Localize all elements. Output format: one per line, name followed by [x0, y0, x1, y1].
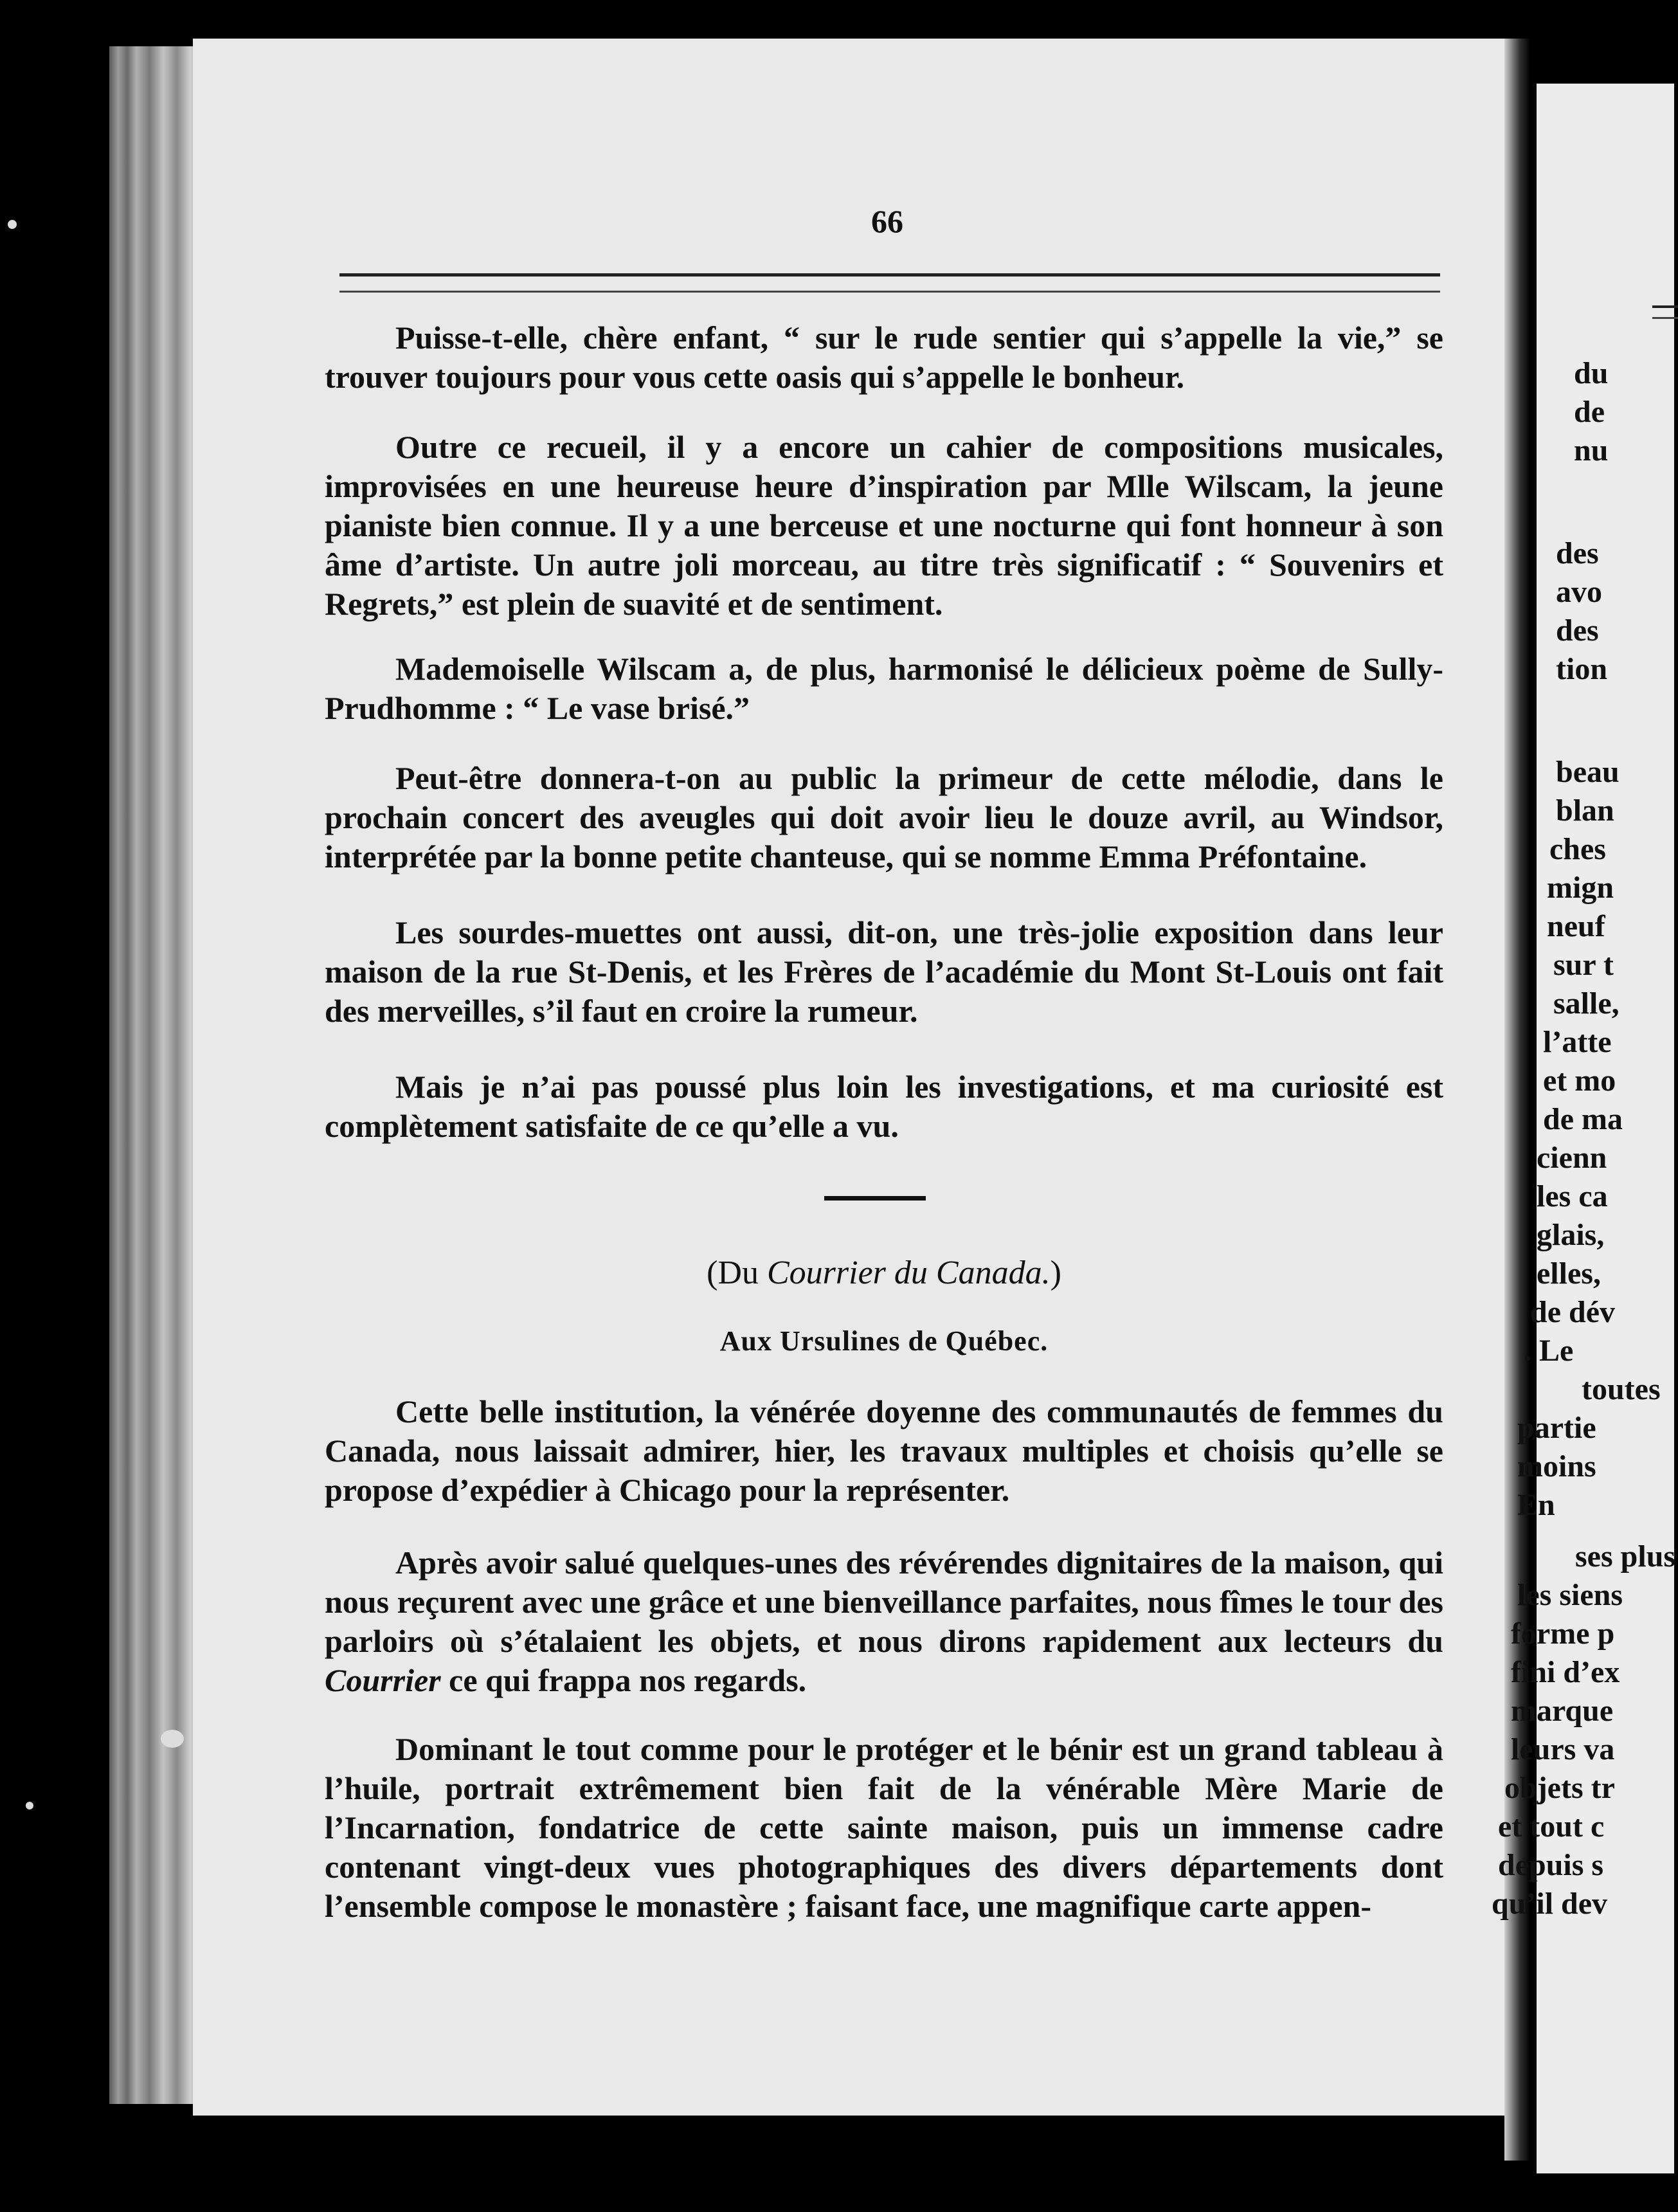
facing-page-line: forme p	[1511, 1617, 1615, 1651]
source-suffix: )	[1050, 1255, 1061, 1291]
facing-page-line: ches	[1549, 832, 1606, 866]
facing-page-line: nu	[1574, 433, 1609, 467]
paragraph-8-text-a: Après avoir salué quelques-unes des révérendes dignitaires de la maison, qui nous reçurent avec une grâce et une bienveillance parfaites, nous fîmes le tour des parloirs où s’étalaient les objets, et nous dirons rapidement aux lecteurs du	[325, 1545, 1443, 1659]
newspaper-name: Courrier du Canada.	[766, 1255, 1051, 1291]
facing-page-rule	[1652, 305, 1678, 319]
facing-page-line: les ca	[1537, 1179, 1608, 1213]
facing-page-line: partie	[1517, 1411, 1596, 1445]
header-double-rule	[339, 273, 1440, 293]
facing-page-line: de ma	[1543, 1102, 1623, 1136]
facing-page-line: sur t	[1553, 948, 1614, 982]
facing-page-line: de dév	[1530, 1295, 1615, 1329]
facing-page-line: du	[1574, 356, 1609, 390]
facing-page-line: En	[1517, 1488, 1555, 1522]
paragraph-8	[325, 1543, 1443, 1700]
facing-page-line: depuis s	[1498, 1848, 1604, 1882]
facing-page-line: et mo	[1543, 1064, 1616, 1098]
facing-page-line: blan	[1556, 793, 1614, 828]
facing-page-line: des	[1556, 536, 1599, 570]
source-prefix: (Du	[707, 1255, 767, 1291]
paragraph-7: Cette belle institution, la vénérée doyenne des communautés de femmes du Canada, nous laissait admirer, hier, les travaux multiples et choisis qu’elle se propose d’expédier à Chicago pour la représenter.	[325, 1393, 1443, 1508]
facing-page-line: glais,	[1537, 1218, 1605, 1252]
paragraph-2: Outre ce recueil, il y a encore un cahier de compositions musicales, improvisées en une heureuse heure d’inspiration par Mlle Wilscam, la jeune pianiste bien connue. Il y a une berceuse et une nocturne qui font honneur à son âme d’artiste. Un autre joli morceau, au titre très significatif : “ Souvenirs et Regrets,” est plein de suavité et de sentiment.	[325, 429, 1443, 622]
facing-page-line: salle,	[1553, 986, 1619, 1020]
facing-page-line: neuf	[1547, 909, 1605, 943]
facing-page-line: ses plus	[1575, 1539, 1676, 1573]
scan-speck	[8, 220, 17, 229]
facing-page-line: . Le	[1524, 1334, 1574, 1368]
facing-page-line: elles,	[1537, 1256, 1601, 1291]
facing-page-line: et tout c	[1498, 1809, 1605, 1844]
section-divider	[824, 1196, 926, 1201]
facing-page-line: moins	[1517, 1449, 1596, 1483]
paragraph-1: Puisse-t-elle, chère enfant, “ sur le rude sentier qui s’appelle la vie,” se trouver toujours pour vous cette oasis qui s’appelle le bonheur.	[325, 320, 1443, 395]
paragraph-4: Peut-être donnera-t-on au public la primeur de cette mélodie, dans le prochain concert des aveugles qui doit avoir lieu le douze avril, au Windsor, interprétée par la bonne petite chanteuse, qui se nomme Emma Préfontaine.	[325, 760, 1443, 875]
paragraph-9: Dominant le tout comme pour le protéger et le bénir est un grand tableau à l’huile, portrait extrêmement bien fait de la vénérable Mère Marie de l’Incarnation, fondatrice de cette sainte maison, puis un immense cadre contenant vingt-deux vues photographiques des divers départements dont l’ensemble compose le monastère ; faisant face, une magnifique carte appen-	[325, 1731, 1443, 1924]
book-page-edges	[109, 46, 199, 2104]
facing-page-line: de	[1574, 395, 1605, 429]
facing-page-line: objets tr	[1504, 1771, 1615, 1805]
facing-page-line: cienn	[1537, 1141, 1607, 1175]
paragraph-3: Mademoiselle Wilscam a, de plus, harmonisé le délicieux poème de Sully-Prudhomme : “ Le vase brisé.”	[325, 651, 1443, 726]
facing-page-line: mign	[1547, 871, 1614, 905]
page-number: 66	[871, 203, 903, 239]
scan-speck	[26, 1802, 33, 1809]
article-heading: Aux Ursulines de Québec.	[719, 1325, 1049, 1357]
paragraph-6: Mais je n’ai pas poussé plus loin les investigations, et ma curiosité est complètement satisfaite de ce qu’elle a vu.	[325, 1069, 1443, 1144]
facing-page-line: fini d’ex	[1511, 1655, 1620, 1689]
facing-page-line: l’atte	[1543, 1025, 1612, 1059]
facing-page-line: tion	[1556, 652, 1608, 686]
facing-page	[1492, 84, 1676, 2173]
paragraph-8-italic: Courrier	[325, 1662, 441, 1698]
facing-page-line: avo	[1556, 575, 1602, 609]
paragraph-8-text-b: ce qui frappa nos regards.	[440, 1662, 807, 1698]
facing-page-line: marque	[1511, 1694, 1614, 1728]
facing-page-line: des	[1556, 613, 1599, 648]
facing-page-line: les siens	[1517, 1578, 1623, 1612]
source-attribution	[325, 1254, 1443, 1292]
facing-page-line: toutes	[1582, 1372, 1661, 1406]
facing-page-line: leurs va	[1511, 1732, 1615, 1766]
paragraph-5: Les sourdes-muettes ont aussi, dit-on, une très-jolie exposition dans leur maison de la rue St-Denis, et les Frères de l’académie du Mont St-Louis ont fait des merveilles, s’il faut en croire la rumeur.	[325, 914, 1443, 1029]
facing-page-line: beau	[1556, 755, 1619, 789]
facing-page-line: qu’il dev	[1492, 1887, 1608, 1921]
scan-speck	[161, 1730, 184, 1748]
